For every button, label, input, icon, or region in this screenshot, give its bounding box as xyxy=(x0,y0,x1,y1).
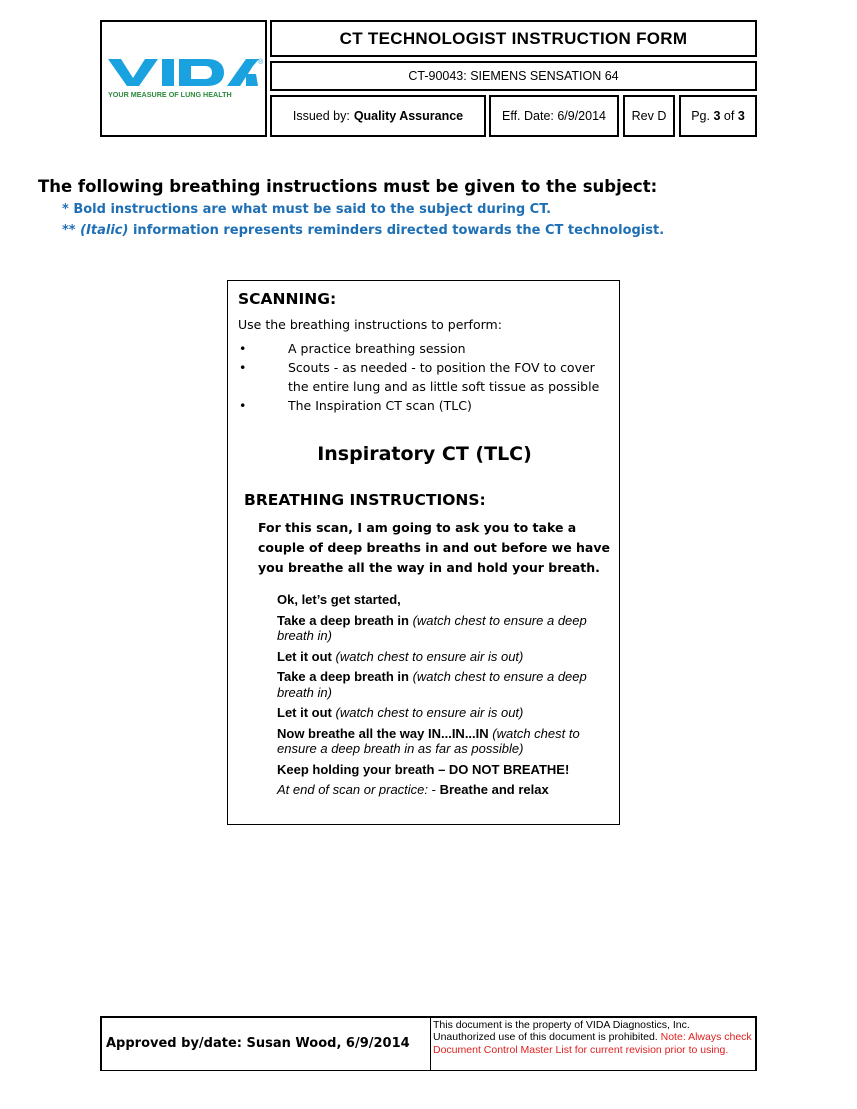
script-line xyxy=(277,592,612,608)
issued-by-label: Issued by: xyxy=(292,109,350,123)
scanning-title: SCANNING: xyxy=(238,290,337,308)
script-final-italic: At end of scan or practice: xyxy=(277,782,429,797)
script-bold: Now breathe all the way IN...IN...IN xyxy=(277,725,489,741)
script-line xyxy=(277,762,612,778)
script-italic: (watch chest to ensure air is out) xyxy=(331,648,524,664)
form-code: CT-90043: SIEMENS SENSATION 64 xyxy=(270,61,757,91)
script-italic: (watch chest to ensure a deep breath in) xyxy=(277,612,587,643)
breathing-script xyxy=(277,592,612,803)
italic-note-rest: information represents reminders directed towards the CT technologist. xyxy=(128,223,665,238)
script-line xyxy=(277,649,612,665)
bold-note: * Bold instructions are what must be said to the subject during CT. xyxy=(62,202,552,217)
issued-by xyxy=(270,95,486,137)
script-line xyxy=(277,705,612,721)
footer xyxy=(100,1016,757,1071)
script-final-bold: Breathe and relax xyxy=(439,782,549,797)
page-total: 3 xyxy=(737,109,745,123)
list-item xyxy=(238,339,613,358)
legal-notice xyxy=(433,1019,753,1056)
scanning-bullets xyxy=(238,339,613,415)
script-final-sep: - xyxy=(428,782,440,797)
logo-wordmark-text: VIDA xyxy=(106,56,109,57)
italic-note-emph: (Italic) xyxy=(80,223,129,238)
list-item xyxy=(238,358,613,396)
script-italic: (watch chest to ensure a deep breath in as far as possible) xyxy=(277,725,580,756)
approved-by: Approved by/date: Susan Wood, 6/9/2014 xyxy=(106,1036,410,1051)
script-bold: Take a deep breath in xyxy=(277,669,409,684)
bullet-text: The Inspiration CT scan (TLC) xyxy=(288,398,472,413)
form-title: CT TECHNOLOGIST INSTRUCTION FORM xyxy=(270,20,757,57)
script-italic: (watch chest to ensure air is out) xyxy=(331,705,524,720)
script-bold: Keep holding your breath – DO NOT BREATHE! xyxy=(277,761,570,777)
logo-tagline: YOUR MEASURE OF LUNG HEALTH xyxy=(108,90,232,99)
vida-logo xyxy=(106,56,264,120)
script-line-final xyxy=(277,782,612,798)
page-number xyxy=(679,95,757,137)
scanning-panel xyxy=(227,280,620,825)
footer-divider xyxy=(430,1018,431,1071)
vida-wordmark-icon xyxy=(108,59,259,86)
bullet-text: Scouts - as needed - to position the FOV to cover the entire lung and as little soft tissue as possible xyxy=(288,360,600,394)
page-of: of xyxy=(723,109,735,123)
italic-note-prefix: ** xyxy=(62,223,81,238)
italic-note xyxy=(62,223,664,238)
script-line xyxy=(277,726,612,757)
legal-text: This document is the property of VIDA Diagnostics, Inc. Unauthorized use of this document is prohibited. xyxy=(433,1019,690,1044)
breathing-title: BREATHING INSTRUCTIONS: xyxy=(244,491,486,509)
instructions-heading: The following breathing instructions must be given to the subject: xyxy=(38,177,658,196)
legal-warning: Note: Always check Document Control Master List for current revision prior to using. xyxy=(433,1031,752,1056)
page-current: 3 xyxy=(713,109,721,123)
bullet-icon: • xyxy=(239,341,247,356)
inspiratory-title: Inspiratory CT (TLC) xyxy=(317,443,532,465)
bullet-icon: • xyxy=(239,360,247,375)
script-bold: Ok, let’s get started, xyxy=(277,592,401,607)
page-label: Pg. xyxy=(691,109,710,123)
scanning-intro: Use the breathing instructions to perform: xyxy=(238,317,502,332)
breathing-intro: For this scan, I am going to ask you to take a couple of deep breaths in and out before we have you breathe all the way in and hold your breath. xyxy=(258,520,610,575)
registered-mark: ® xyxy=(258,59,264,66)
issued-by-value: Quality Assurance xyxy=(353,109,464,123)
script-italic: (watch chest to ensure a deep breath in) xyxy=(277,669,587,700)
script-bold: Let it out xyxy=(277,648,332,664)
bullet-icon: • xyxy=(239,398,247,413)
script-line xyxy=(277,613,612,644)
logo-box xyxy=(100,20,267,137)
script-line xyxy=(277,669,612,700)
effective-date: Eff. Date: 6/9/2014 xyxy=(489,95,619,137)
bullet-text: A practice breathing session xyxy=(288,341,466,356)
script-bold: Let it out xyxy=(277,705,332,720)
script-bold: Take a deep breath in xyxy=(277,612,409,628)
revision: Rev D xyxy=(623,95,675,137)
list-item xyxy=(238,396,613,415)
